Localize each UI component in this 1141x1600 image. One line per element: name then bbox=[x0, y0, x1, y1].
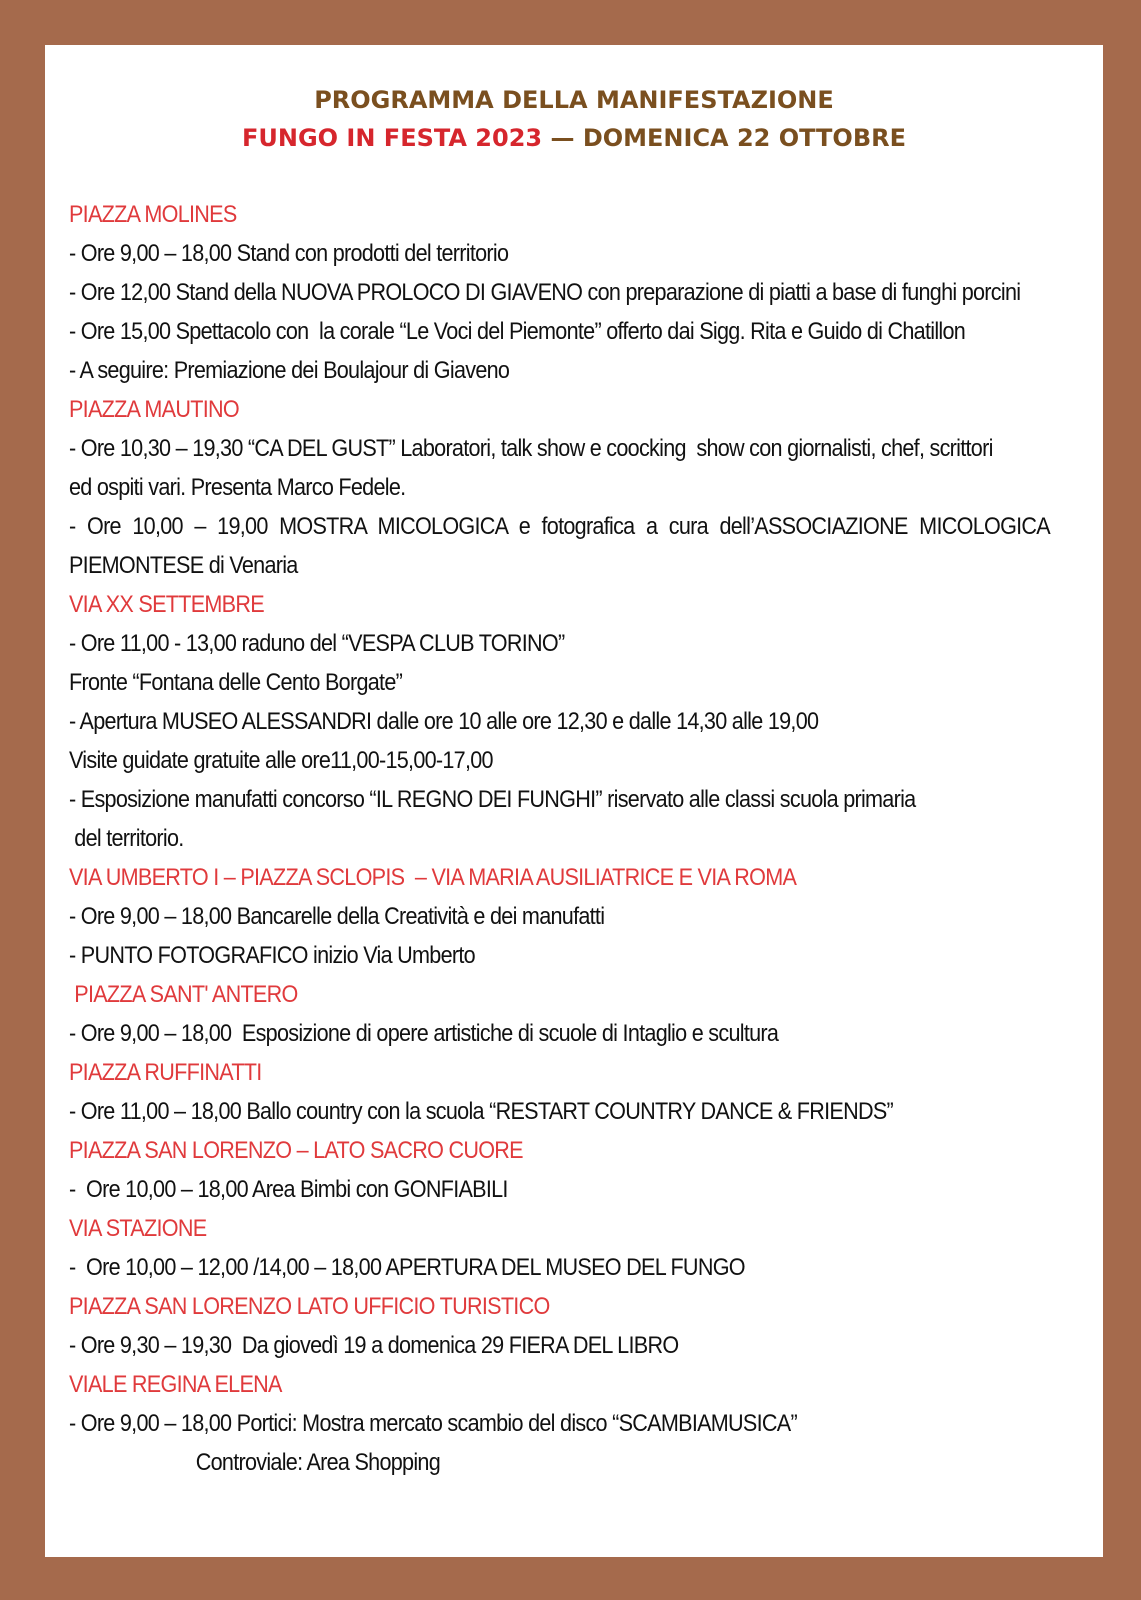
program-line: - Esposizione manufatti concorso “IL REGNO DEI FUNGHI” riservato alle classi scuola primaria bbox=[69, 786, 916, 813]
event-date: — DOMENICA 22 OTTOBRE bbox=[542, 124, 906, 152]
program-line: Fronte “Fontana delle Cento Borgate” bbox=[69, 669, 403, 696]
program-content bbox=[69, 195, 1050, 1482]
program-line: - Ore 12,00 Stand della NUOVA PROLOCO DI GIAVENO con preparazione di piatti a base di funghi porcini bbox=[69, 279, 1021, 306]
section-title: PIAZZA MAUTINO bbox=[69, 396, 239, 423]
program-line: ed ospiti vari. Presenta Marco Fedele. bbox=[69, 474, 406, 501]
section-title: VIALE REGINA ELENA bbox=[69, 1371, 282, 1398]
program-line: - Ore 11,00 – 18,00 Ballo country con la scuola “RESTART COUNTRY DANCE & FRIENDS” bbox=[69, 1098, 894, 1125]
section-title: PIAZZA SANT' ANTERO bbox=[69, 981, 298, 1008]
program-line: Controviale: Area Shopping bbox=[69, 1449, 441, 1476]
program-line: - Ore 10,00 – 12,00 /14,00 – 18,00 APERTURA DEL MUSEO DEL FUNGO bbox=[69, 1254, 745, 1281]
program-line: - Ore 10,00 – 18,00 Area Bimbi con GONFIABILI bbox=[69, 1176, 508, 1203]
program-line: - Ore 9,00 – 18,00 Esposizione di opere artistiche di scuole di Intaglio e scultura bbox=[69, 1020, 779, 1047]
section-title: VIA STAZIONE bbox=[69, 1215, 207, 1242]
program-line: - PUNTO FOTOGRAFICO inizio Via Umberto bbox=[69, 942, 475, 969]
section-title: VIA XX SETTEMBRE bbox=[69, 591, 264, 618]
event-name: FUNGO IN FESTA 2023 bbox=[242, 124, 543, 152]
program-line: - Ore 15,00 Spettacolo con la corale “Le Voci del Piemonte” offerto dai Sigg. Rita e Guido di Chatillon bbox=[69, 318, 966, 345]
program-line: - Ore 9,00 – 18,00 Portici: Mostra mercato scambio del disco “SCAMBIAMUSICA” bbox=[69, 1410, 797, 1437]
program-line: - A seguire: Premiazione dei Boulajour di Giaveno bbox=[69, 357, 510, 384]
program-line: del territorio. bbox=[69, 825, 184, 852]
program-line: - Ore 10,30 – 19,30 “CA DEL GUST” Laboratori, talk show e coocking show con giornalisti, chef, scrittori bbox=[69, 435, 993, 462]
poster-sheet bbox=[45, 45, 1103, 1557]
section-title: PIAZZA RUFFINATTI bbox=[69, 1059, 262, 1086]
program-line: Visite guidate gratuite alle ore11,00-15,00-17,00 bbox=[69, 747, 493, 774]
section-title: PIAZZA SAN LORENZO LATO UFFICIO TURISTICO bbox=[69, 1293, 550, 1320]
section-title: PIAZZA SAN LORENZO – LATO SACRO CUORE bbox=[69, 1137, 523, 1164]
header-title: PROGRAMMA DELLA MANIFESTAZIONE bbox=[314, 86, 834, 114]
program-line: - Ore 9,00 – 18,00 Stand con prodotti del territorio bbox=[69, 240, 509, 267]
program-line: - Ore 11,00 - 13,00 raduno del “VESPA CLUB TORINO” bbox=[69, 630, 565, 657]
poster-header bbox=[45, 81, 1103, 157]
program-line: PIEMONTESE di Venaria bbox=[69, 552, 298, 579]
header-subtitle bbox=[45, 119, 1103, 157]
section-title: VIA UMBERTO I – PIAZZA SCLOPIS – VIA MARIA AUSILIATRICE E VIA ROMA bbox=[69, 864, 797, 891]
section-title: PIAZZA MOLINES bbox=[69, 201, 237, 228]
program-line: - Ore 9,00 – 18,00 Bancarelle della Creatività e dei manufatti bbox=[69, 903, 605, 930]
program-line: - Ore 9,30 – 19,30 Da giovedì 19 a domenica 29 FIERA DEL LIBRO bbox=[69, 1332, 679, 1359]
program-line: - Apertura MUSEO ALESSANDRI dalle ore 10 alle ore 12,30 e dalle 14,30 alle 19,00 bbox=[69, 708, 819, 735]
program-line: - Ore 10,00 – 19,00 MOSTRA MICOLOGICA e fotografica a cura dell’ASSOCIAZIONE MICOLOGICA bbox=[69, 513, 1050, 540]
